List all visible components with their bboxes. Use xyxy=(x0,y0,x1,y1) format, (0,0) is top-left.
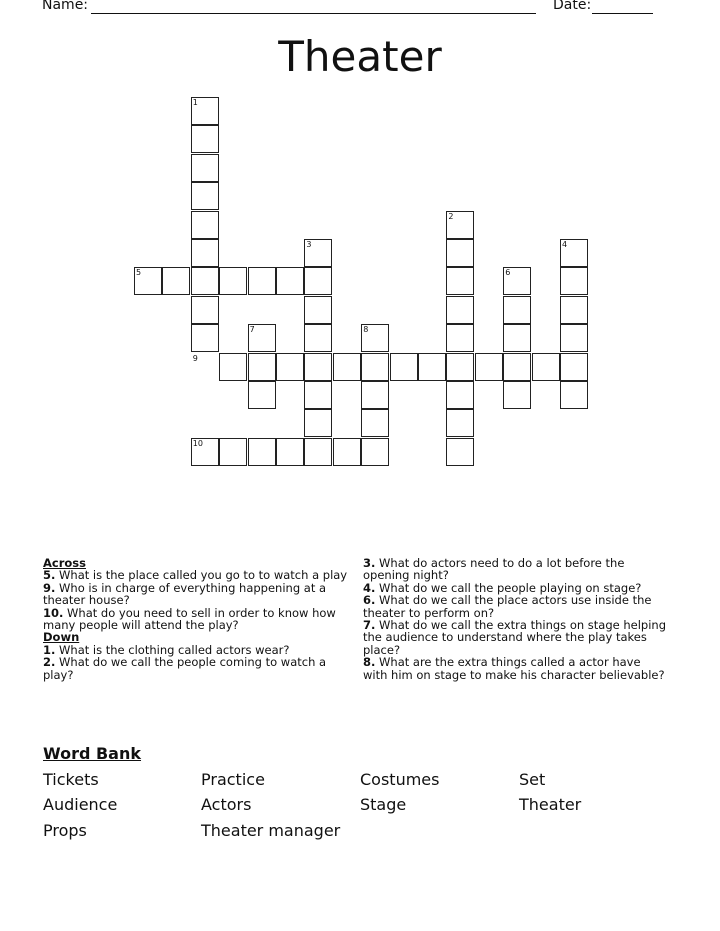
crossword-cell[interactable] xyxy=(418,353,446,381)
crossword-cell[interactable] xyxy=(390,353,418,381)
crossword-cell[interactable] xyxy=(560,353,588,381)
crossword-cell[interactable] xyxy=(248,381,276,409)
crossword-cell[interactable] xyxy=(446,267,474,295)
crossword-cell[interactable] xyxy=(304,267,332,295)
crossword-cell[interactable] xyxy=(276,438,304,466)
clue-text: What are the extra things called a actor have with him on stage to make his character believable? xyxy=(363,655,665,682)
clue-item xyxy=(363,557,668,582)
clue-text: What is the place called you go to to watch a play xyxy=(55,568,348,583)
crossword-cell[interactable] xyxy=(191,182,219,210)
clue-item xyxy=(43,582,348,607)
crossword-cell[interactable] xyxy=(503,324,531,352)
clue-text: What do we call the extra things on stage helping the audience to understand where the play takes place? xyxy=(363,618,667,657)
crossword-cell[interactable] xyxy=(560,267,588,295)
crossword-cell[interactable] xyxy=(446,438,474,466)
crossword-cell[interactable] xyxy=(219,438,247,466)
crossword-cell[interactable] xyxy=(191,267,219,295)
crossword-cell[interactable] xyxy=(191,125,219,153)
crossword-cell[interactable] xyxy=(446,381,474,409)
crossword-cell[interactable] xyxy=(248,438,276,466)
crossword-cell[interactable] xyxy=(361,409,389,437)
crossword-cell[interactable] xyxy=(503,353,531,381)
word-bank-item: Costumes xyxy=(360,770,440,789)
clue-number-label: 5 xyxy=(136,268,142,278)
crossword-cell[interactable] xyxy=(333,353,361,381)
crossword-cell[interactable] xyxy=(191,324,219,352)
clue-number-label: 1 xyxy=(192,98,198,107)
crossword-cell[interactable] xyxy=(446,324,474,352)
crossword-cell[interactable] xyxy=(191,296,219,324)
clue-number: 2. xyxy=(43,655,56,670)
clue-number: 7. xyxy=(363,618,376,633)
crossword-cell[interactable] xyxy=(560,381,588,409)
crossword-cell[interactable] xyxy=(191,154,219,182)
word-bank-item: Theater xyxy=(519,795,582,814)
clue-text: What do we call the people playing on stage? xyxy=(375,580,642,595)
date-label: Date: xyxy=(553,0,592,13)
crossword-cell[interactable] xyxy=(560,324,588,352)
clues-left-column xyxy=(43,557,348,681)
word-bank-item: Tickets xyxy=(43,770,99,789)
crossword-cell[interactable] xyxy=(560,296,588,324)
clue-number-label: 6 xyxy=(505,268,511,278)
crossword-cell[interactable] xyxy=(304,381,332,409)
clue-item xyxy=(363,656,668,681)
clue-text: What do actors need to do a lot before the opening night? xyxy=(363,556,625,583)
clue-number-label: 10 xyxy=(192,438,203,448)
clue-number: 9. xyxy=(43,580,56,595)
name-label: Name: xyxy=(42,0,89,13)
crossword-cell[interactable] xyxy=(503,296,531,324)
clue-text: What do we call the people coming to watch a play? xyxy=(43,655,327,682)
crossword-cell[interactable] xyxy=(446,353,474,381)
clue-number: 10. xyxy=(43,605,64,620)
crossword-cell[interactable] xyxy=(304,324,332,352)
word-bank-item: Actors xyxy=(201,795,252,814)
clue-number-label: 8 xyxy=(363,325,369,335)
clue-number: 6. xyxy=(363,593,376,608)
across-clue-list xyxy=(43,569,348,631)
word-bank-item: Props xyxy=(43,821,87,840)
clue-number: 1. xyxy=(43,642,56,657)
word-bank-item: Set xyxy=(519,770,546,789)
crossword-cell[interactable] xyxy=(532,353,560,381)
crossword-cell[interactable] xyxy=(333,438,361,466)
crossword-cell[interactable] xyxy=(304,296,332,324)
crossword-cell[interactable] xyxy=(248,267,276,295)
clue-number-label: 9 xyxy=(192,353,198,363)
page-title: Theater xyxy=(278,32,442,81)
word-bank-item: Practice xyxy=(201,770,265,789)
crossword-cell[interactable] xyxy=(304,409,332,437)
crossword-cell[interactable] xyxy=(446,296,474,324)
crossword-cell[interactable] xyxy=(475,353,503,381)
clue-text: What do you need to sell in order to know how many people will attend the play? xyxy=(43,605,336,633)
crossword-cell[interactable] xyxy=(503,381,531,409)
word-bank-item: Audience xyxy=(43,795,118,814)
crossword-cell[interactable] xyxy=(304,353,332,381)
crossword-cell[interactable] xyxy=(361,381,389,409)
crossword-cell[interactable] xyxy=(446,409,474,437)
crossword-cell[interactable] xyxy=(219,353,247,381)
clue-number: 3. xyxy=(363,556,376,570)
clue-number-label: 7 xyxy=(249,325,255,335)
clue-item xyxy=(43,607,348,632)
clue-item xyxy=(363,594,668,619)
crossword-cell[interactable] xyxy=(446,239,474,267)
crossword-cell[interactable] xyxy=(304,438,332,466)
clues-right-column xyxy=(363,557,668,681)
clue-number-label: 3 xyxy=(306,240,312,249)
crossword-cell[interactable] xyxy=(248,353,276,381)
word-bank-title: Word Bank xyxy=(43,744,142,763)
down-heading: Down xyxy=(43,630,80,645)
crossword-cell[interactable] xyxy=(191,211,219,239)
clue-item xyxy=(363,619,668,656)
crossword-cell[interactable] xyxy=(361,353,389,381)
clue-text: What is the clothing called actors wear? xyxy=(55,642,290,657)
clue-number: 4. xyxy=(363,580,376,595)
clue-number-label: 4 xyxy=(562,240,568,249)
word-bank-item: Stage xyxy=(360,795,407,814)
crossword-cell[interactable] xyxy=(191,239,219,267)
across-heading: Across xyxy=(43,556,86,570)
clue-text: Who is in charge of everything happening at a theater house? xyxy=(43,580,327,608)
crossword-cell[interactable] xyxy=(162,267,190,295)
crossword-cell[interactable] xyxy=(219,267,247,295)
crossword-cell[interactable] xyxy=(276,353,304,381)
down-clue-list-continued xyxy=(363,557,668,681)
word-bank-item: Theater manager xyxy=(201,821,341,840)
clue-number-label: 2 xyxy=(448,211,454,221)
crossword-cell[interactable] xyxy=(361,438,389,466)
clue-item xyxy=(43,656,348,681)
down-clue-list xyxy=(43,644,348,681)
crossword-cell[interactable] xyxy=(276,267,304,295)
clue-number: 8. xyxy=(363,655,376,670)
clue-number: 5. xyxy=(43,568,56,583)
clue-text: What do we call the place actors use inside the theater to perform on? xyxy=(363,593,652,620)
